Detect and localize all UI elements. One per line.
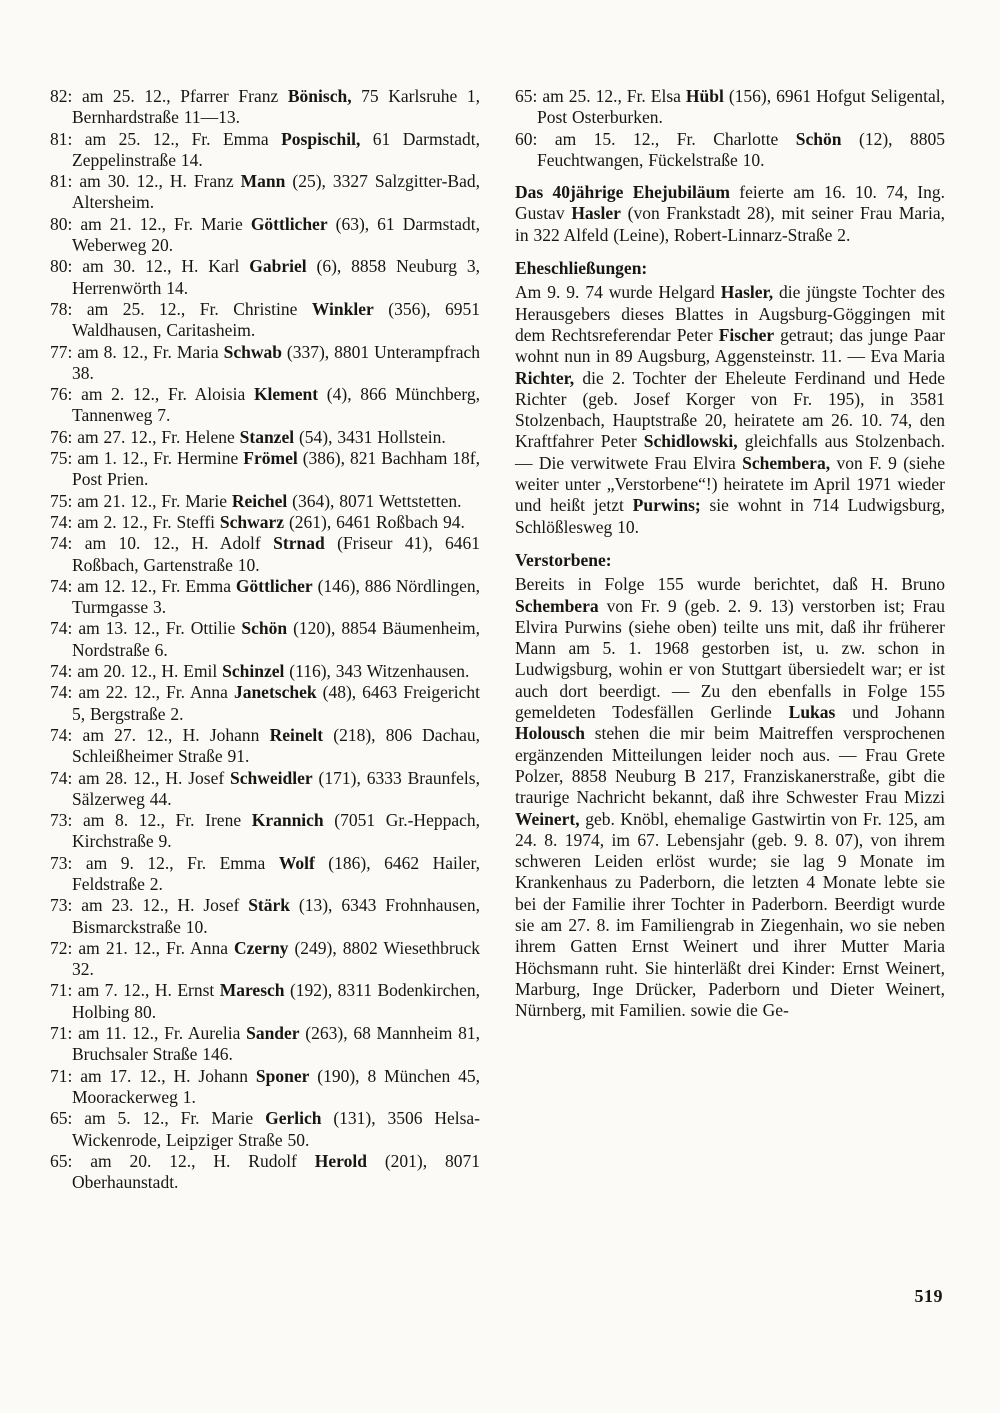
text-segment: (192), 8311 Bodenkirchen, Holbing 80. [72,980,481,1022]
text-segment: (12), 8805 Feuchtwangen, Fückelstraße 10. [537,128,945,170]
birthday-entry [50,533,480,576]
text-segment: (386), 821 Bachham 18f, Post Prien. [72,448,480,490]
emphasized-name: Richter, [515,367,575,388]
emphasized-name: Lukas [788,702,836,723]
birthday-entry [50,661,480,682]
birthday-entry [50,895,480,938]
text-segment: die 2. Tochter der Eheleute Ferdinand und Hede Richter (geb. Josef Korger von Fr. 195), in 3581 Stolzenbach, Hauptstraße 20, heiratete am 26. 10. 74, den Kraftfahrer Peter [515,367,945,452]
text-segment: (190), 8 München 45, Moorackerweg 1. [72,1065,480,1107]
birthday-entry [50,342,480,385]
text-segment: 73: am 9. 12., Fr. Emma [50,852,279,873]
text-segment: 71: am 17. 12., H. Johann [50,1065,256,1086]
emphasized-name: Eheschließungen: [515,258,648,279]
birthday-entry [50,86,480,129]
text-segment: (156), 6961 Hofgut Seligental, Post Osterburken. [537,86,946,128]
emphasized-name: Czerny [234,937,289,958]
page-number: 519 [914,1286,943,1306]
birthday-entry [50,576,480,619]
birthday-entry [50,1151,480,1194]
birthday-entry [50,171,480,214]
text-segment: 80: am 21. 12., Fr. Marie [50,213,251,234]
text-segment: getraut; das junge Paar wohnt nun in 89 Augsburg, Aggensteinstr. 11. — Eva Maria [515,324,945,367]
text-segment: 81: am 30. 12., H. Franz [50,171,241,192]
text-segment: von Fr. 9 (geb. 2. 9. 13) verstorben ist; Frau Elvira Purwins (siehe oben) teilte uns mit, daß ihr früherer Mann am 5. 1. 1968 gestorben ist, u. zw. schon in Ludwigsburg, wohin er von Stuttgart übersiedelt war; er ist auch dort beerdigt. — Zu den ebenfalls in Folge 155 gemeldeten Todesfällen Gerlinde [515,595,945,723]
emphasized-name: Purwins; [632,495,701,516]
emphasized-name: Mann [240,171,286,192]
emphasized-name: Stärk [248,895,291,916]
emphasized-name: Bönisch, [287,86,352,106]
text-segment: (171), 6333 Braunfels, Sälzerweg 44. [72,767,480,809]
text-segment: 73: am 8. 12., Fr. Irene [50,810,252,831]
deceased-paragraph [515,574,945,1021]
text-segment: (7051 Gr.-Heppach, Kirchstraße 9. [72,810,480,852]
text-segment: (218), 806 Dachau, Schleißheimer Straße 91. [72,724,480,767]
text-segment: feierte am 16. 10. 74, Ing. Gustav [515,182,946,224]
emphasized-name: Fischer [718,324,775,345]
text-segment: (6), 8858 Neuburg 3, Herrenwörth 14. [72,256,480,298]
text-segment: gleichfalls aus Stolzenbach. — Die verwitwete Frau Elvira [515,431,945,473]
emphasized-name: Göttlicher [235,575,313,596]
text-segment: 77: am 8. 12., Fr. Maria [50,341,224,362]
emphasized-name: Schön [795,128,842,149]
text-segment: 74: am 28. 12., H. Josef [50,767,231,788]
emphasized-name: Wolf [278,852,315,873]
text-segment: 75 Karlsruhe 1, Bernhardstraße 11—13. [72,86,480,128]
emphasized-name: Schwarz [219,511,285,532]
emphasized-name: Krannich [251,810,324,831]
birthday-entry [50,299,480,342]
birthday-entry [50,1108,480,1151]
text-segment: stehen die mir beim Maitreffen versprochenen ergänzenden Mitteilungen leider noch aus. — Frau Grete Polzer, 8858 Neuburg B 217, Franziskanerstraße, gibt die traurige Nachricht bekannt, daß ihre Schwester Frau Mizzi [515,723,945,808]
birthday-entry [50,853,480,896]
emphasized-name: Holousch [515,723,586,744]
text-segment: (186), 6462 Hailer, Feldstraße 2. [72,852,480,894]
text-segment: und Johann [835,702,945,723]
text-segment: (146), 886 Nördlingen, Turmgasse 3. [72,575,480,618]
text-segment: Bereits in Folge 155 wurde berichtet, daß H. Bruno [515,574,945,595]
emphasized-name: Das 40jährige Ehejubiläum [515,182,730,203]
birthday-entry [50,256,480,299]
text-segment: 74: am 12. 12., Fr. Emma [50,575,236,596]
emphasized-name: Reinelt [269,724,324,745]
birthday-entry [50,384,480,427]
text-segment: (25), 3327 Salzgitter-Bad, Altersheim. [72,171,480,213]
text-segment: 75: am 1. 12., Fr. Hermine [50,448,244,469]
text-segment: (54), 3431 Hollstein. [294,426,446,447]
text-segment: Am 9. 9. 74 wurde Helgard [515,282,721,303]
emphasized-name: Strnad [273,533,325,554]
text-segment: 80: am 30. 12., H. Karl [50,256,250,277]
emphasized-name: Pospischil, [281,128,361,149]
text-segment: 65: am 5. 12., Fr. Marie [50,1108,266,1129]
text-segment: 72: am 21. 12., Fr. Anna [50,937,234,958]
text-segment: 74: am 13. 12., Fr. Ottilie [50,618,242,639]
emphasized-name: Stanzel [239,426,295,447]
birthday-entry [50,427,480,448]
text-segment: 71: am 11. 12., Fr. Aurelia [50,1023,247,1044]
emphasized-name: Hasler [571,203,621,224]
left-column [50,86,480,1193]
emphasized-name: Frömel [243,448,298,469]
text-segment: die jüngste Tochter des Herausgebers dieses Blattes in Augsburg-Göggingen mit dem Rechtsreferendar Peter [515,282,945,345]
marriages-paragraph [515,282,945,538]
emphasized-name: Gabriel [249,256,307,277]
emphasized-name: Sponer [255,1065,310,1086]
text-segment: 82: am 25. 12., Pfarrer Franz [50,86,288,106]
emphasized-name: Reichel [231,490,288,511]
birthday-entry [50,768,480,811]
birthday-entry [50,1066,480,1109]
text-segment: (201), 8071 Oberhaunstadt. [72,1150,480,1193]
text-segment: (von Frankstadt 28), mit seiner Frau Maria, in 322 Alfeld (Leine), Robert-Linnarz-Straße 2. [515,203,945,245]
text-segment: (356), 6951 Waldhausen, Caritasheim. [72,298,481,341]
emphasized-name: Gerlich [265,1108,322,1129]
text-segment: 60: am 15. 12., Fr. Charlotte [515,128,796,149]
emphasized-name: Schweidler [230,767,313,788]
text-segment: (364), 8071 Wettstetten. [287,490,462,511]
birthday-entry [50,682,480,725]
anniversary-paragraph [515,182,945,246]
birthday-entry [50,214,480,257]
text-segment: 74: am 27. 12., H. Johann [50,724,270,745]
emphasized-name: Winkler [311,298,374,319]
text-segment: (131), 3506 Helsa-Wickenrode, Leipziger Straße 50. [72,1108,481,1150]
text-segment: (249), 8802 Wiesethbruck 32. [72,937,480,980]
text-segment: 81: am 25. 12., Fr. Emma [50,128,282,149]
text-segment: (263), 68 Mannheim 81, Bruchsaler Straße 146. [72,1023,480,1065]
birthday-entry [50,810,480,853]
emphasized-name: Schembera, [742,452,831,473]
text-segment: (13), 6343 Frohnhausen, Bismarckstraße 10. [72,895,480,937]
text-segment: (63), 61 Darmstadt, Weberweg 20. [72,213,480,256]
birthday-entry [50,938,480,981]
text-segment: 76: am 2. 12., Fr. Aloisia [50,384,254,405]
birthday-entry [515,129,945,172]
emphasized-name: Schwab [223,341,282,362]
text-segment: (261), 6461 Roßbach 94. [284,511,465,532]
two-column-layout [50,86,945,1193]
text-segment: 74: am 2. 12., Fr. Steffi [50,511,220,532]
text-segment: (4), 866 Münchberg, Tannenweg 7. [72,384,480,426]
text-segment: (Friseur 41), 6461 Roßbach, Gartenstraße 10. [72,533,480,575]
birthday-entry [50,1023,480,1066]
text-segment: 74: am 10. 12., H. Adolf [50,533,274,554]
text-segment: 76: am 27. 12., Fr. Helene [50,426,240,447]
right-column [515,86,945,1193]
emphasized-name: Schön [241,618,288,639]
text-segment: 65: am 25. 12., Fr. Elsa [515,86,686,106]
emphasized-name: Hübl [685,86,724,106]
text-segment: geb. Knöbl, ehemalige Gastwirtin von Fr. 125, am 24. 8. 1974, im 67. Lebensjahr (geb. 9. 8. 07), von ihrem schweren Leiden erlöst wurde; sie lag 9 Monate im Krankenhaus zu Paderborn, die letzten 4 Monate lebte sie bei der Familie ihrer Tochter in Paderborn. Beerdigt wurde sie am 27. 8. im Familiengrab in Ziegenhain, wo sie neben ihrem Gatten Ernst Weinert und ihrer Mutter Maria Höchsmann ruht. Sie hinterläßt drei Kinder: Ernst Weinert, Marburg, Inge Drücker, Paderborn und Dieter Weinert, Nürnberg, mit Familien. sowie die Ge- [515,808,945,1021]
birthday-entry [50,725,480,768]
birthday-entry [50,512,480,533]
birthday-entry [515,86,945,129]
emphasized-name: Janetschek [233,682,317,703]
birthday-entry [50,980,480,1023]
text-segment: (48), 6463 Freigericht 5, Bergstraße 2. [72,682,480,724]
text-segment: von F. 9 (siehe weiter unter „Verstorbene“!) heiratete im April 1971 wieder und heißt jetzt [515,452,945,516]
birthday-entry [50,618,480,661]
text-segment: sie wohnt in 714 Ludwigsburg, Schlößlesweg 10. [515,495,945,537]
text-segment: (120), 8854 Bäumenheim, Nordstraße 6. [72,618,480,660]
text-segment: 73: am 23. 12., H. Josef [50,895,249,916]
emphasized-name: Herold [314,1150,367,1171]
emphasized-name: Weinert, [515,808,580,829]
text-segment: 75: am 21. 12., Fr. Marie [50,490,232,511]
section-heading-deceased [515,550,945,571]
emphasized-name: Klement [253,384,319,405]
emphasized-name: Maresch [219,980,285,1001]
birthday-entry [50,448,480,491]
text-segment: 74: am 20. 12., H. Emil [50,661,223,682]
emphasized-name: Sander [246,1023,300,1044]
text-segment: 74: am 22. 12., Fr. Anna [50,682,234,703]
emphasized-name: Schidlowski, [643,431,738,452]
emphasized-name: Schembera [515,595,599,616]
text-segment: 71: am 7. 12., H. Ernst [50,980,220,1001]
emphasized-name: Göttlicher [250,213,328,234]
text-segment: 65: am 20. 12., H. Rudolf [50,1150,315,1171]
emphasized-name: Schinzel [222,661,285,682]
text-segment: 61 Darmstadt, Zeppelinstraße 14. [72,128,480,170]
birthday-entry [50,129,480,172]
emphasized-name: Verstorbene: [515,549,612,570]
text-segment: 78: am 25. 12., Fr. Christine [50,298,312,319]
emphasized-name: Hasler, [720,282,774,303]
text-segment: (116), 343 Witzenhausen. [284,661,470,682]
text-segment: (337), 8801 Unterampfrach 38. [72,341,481,383]
birthday-entry [50,491,480,512]
section-heading-marriages [515,258,945,279]
